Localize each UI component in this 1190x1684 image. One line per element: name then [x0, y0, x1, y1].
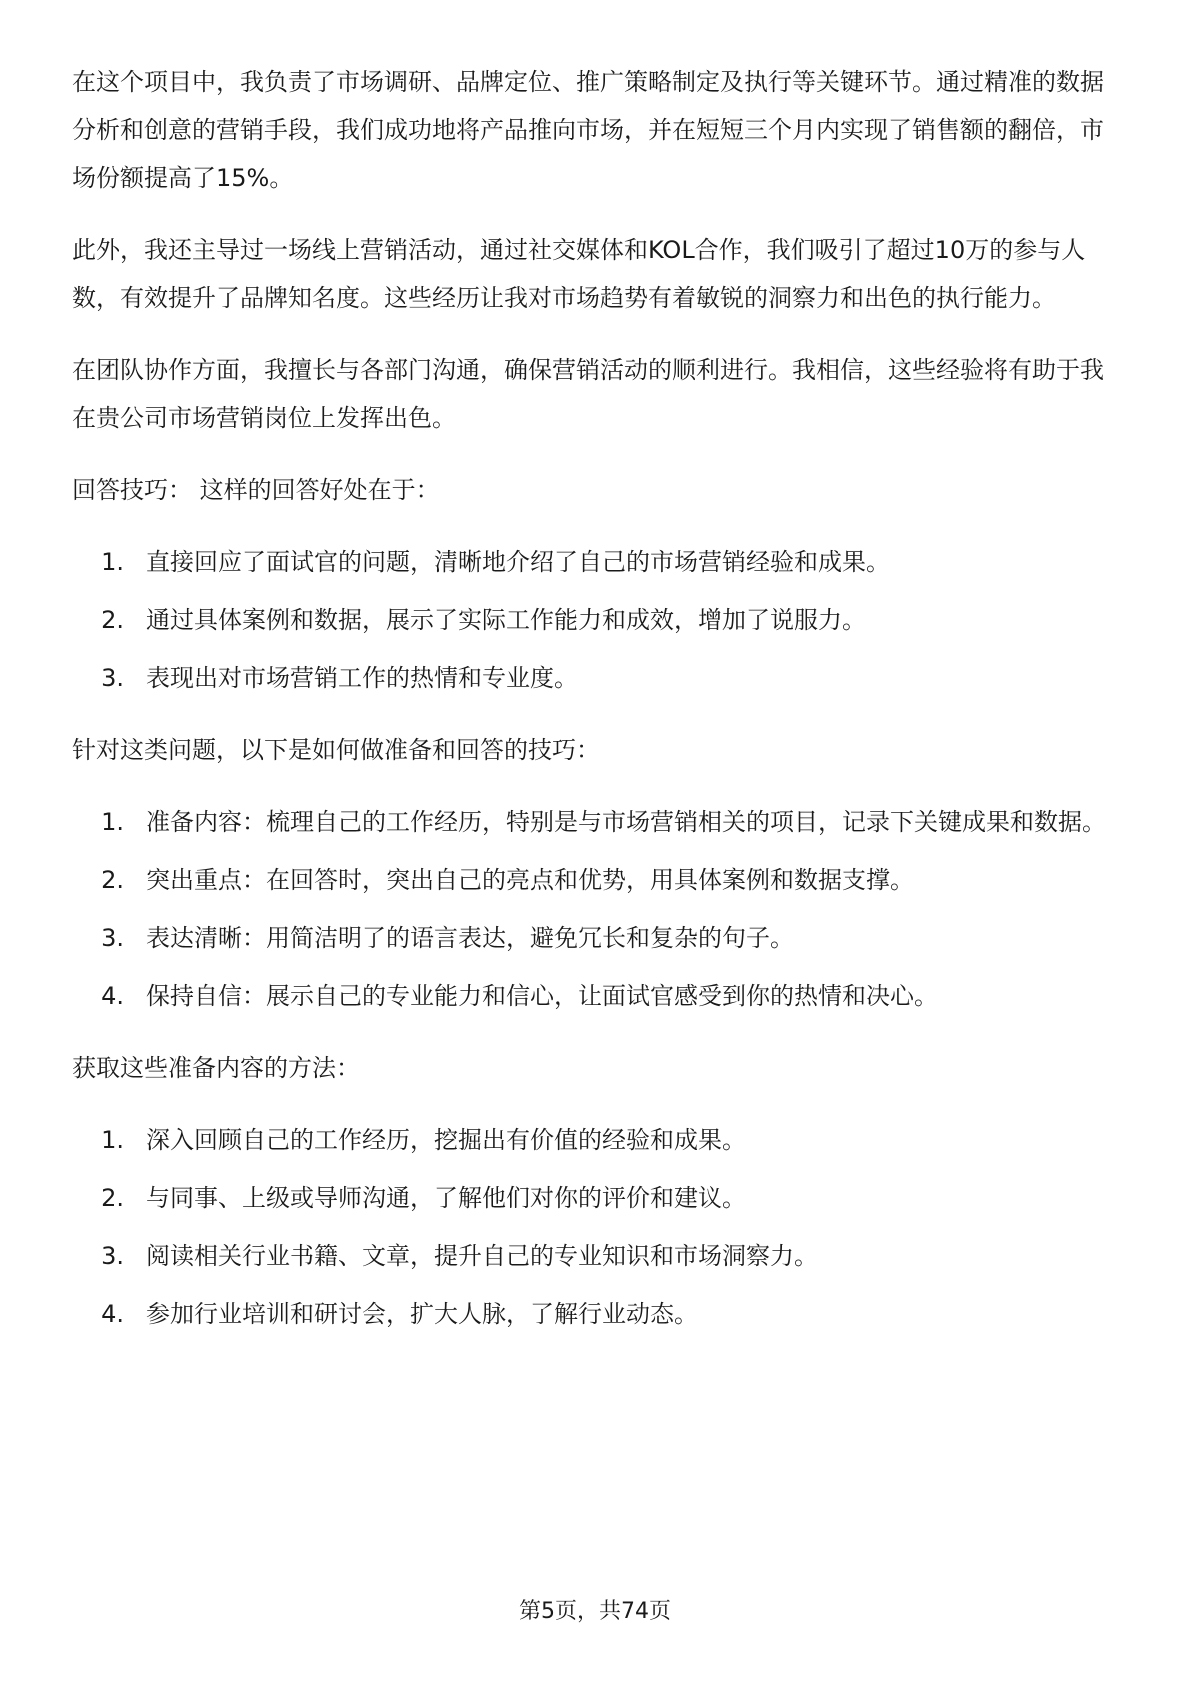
list-item	[72, 1174, 1122, 1222]
list-text: 参加行业培训和研讨会，扩大人脉，了解行业动态。	[146, 1300, 698, 1328]
list-text: 准备内容：梳理自己的工作经历，特别是与市场营销相关的项目，记录下关键成果和数据。	[146, 808, 1106, 836]
prep-list	[72, 798, 1122, 1020]
list-text: 表现出对市场营销工作的热情和专业度。	[146, 664, 578, 692]
list-item	[72, 914, 1122, 962]
list-number: 1.	[101, 548, 124, 576]
list-number: 2.	[101, 606, 124, 634]
list-number: 4.	[101, 982, 124, 1010]
list-text: 突出重点：在回答时，突出自己的亮点和优势，用具体案例和数据支撑。	[146, 866, 914, 894]
method-list	[72, 1116, 1122, 1338]
page-number-footer: 第5页，共74页	[519, 1599, 671, 1624]
list-item	[72, 1232, 1122, 1280]
list-item	[72, 856, 1122, 904]
list-text: 表达清晰：用简洁明了的语言表达，避免冗长和复杂的句子。	[146, 924, 794, 952]
method-heading: 获取这些准备内容的方法：	[72, 1054, 360, 1082]
list-item	[72, 972, 1122, 1020]
list-number: 4.	[101, 1300, 124, 1328]
list-item	[72, 1116, 1122, 1164]
paragraph-online-campaign: 此外，我还主导过一场线上营销活动，通过社交媒体和KOL合作，我们吸引了超过10万的参与人数，有效提升了品牌知名度。这些经历让我对市场趋势有着敏锐的洞察力和出色的执行能力。	[72, 236, 1086, 312]
list-item	[72, 1290, 1122, 1338]
list-text: 阅读相关行业书籍、文章，提升自己的专业知识和市场洞察力。	[146, 1242, 818, 1270]
tips-heading: 回答技巧： 这样的回答好处在于：	[72, 476, 440, 504]
list-text: 通过具体案例和数据，展示了实际工作能力和成效，增加了说服力。	[146, 606, 866, 634]
list-item	[72, 596, 1122, 644]
list-item	[72, 654, 1122, 702]
list-number: 1.	[101, 808, 124, 836]
list-number: 3.	[101, 1242, 124, 1270]
list-number: 2.	[101, 866, 124, 894]
paragraph-teamwork: 在团队协作方面，我擅长与各部门沟通，确保营销活动的顺利进行。我相信，这些经验将有助于我在贵公司市场营销岗位上发挥出色。	[72, 356, 1104, 432]
list-item	[72, 798, 1122, 846]
list-number: 2.	[101, 1184, 124, 1212]
prep-heading: 针对这类问题，以下是如何做准备和回答的技巧：	[72, 736, 600, 764]
tips-list	[72, 538, 1122, 702]
list-text: 与同事、上级或导师沟通，了解他们对你的评价和建议。	[146, 1184, 746, 1212]
paragraph-project: 在这个项目中，我负责了市场调研、品牌定位、推广策略制定及执行等关键环节。通过精准的数据分析和创意的营销手段，我们成功地将产品推向市场，并在短短三个月内实现了销售额的翻倍，市场份额提高了15%。	[72, 68, 1104, 192]
list-number: 3.	[101, 664, 124, 692]
list-number: 1.	[101, 1126, 124, 1154]
list-text: 深入回顾自己的工作经历，挖掘出有价值的经验和成果。	[146, 1126, 746, 1154]
list-number: 3.	[101, 924, 124, 952]
list-item	[72, 538, 1122, 586]
list-text: 保持自信：展示自己的专业能力和信心，让面试官感受到你的热情和决心。	[146, 982, 938, 1010]
list-text: 直接回应了面试官的问题，清晰地介绍了自己的市场营销经验和成果。	[146, 548, 890, 576]
page-content	[72, 58, 1122, 1362]
